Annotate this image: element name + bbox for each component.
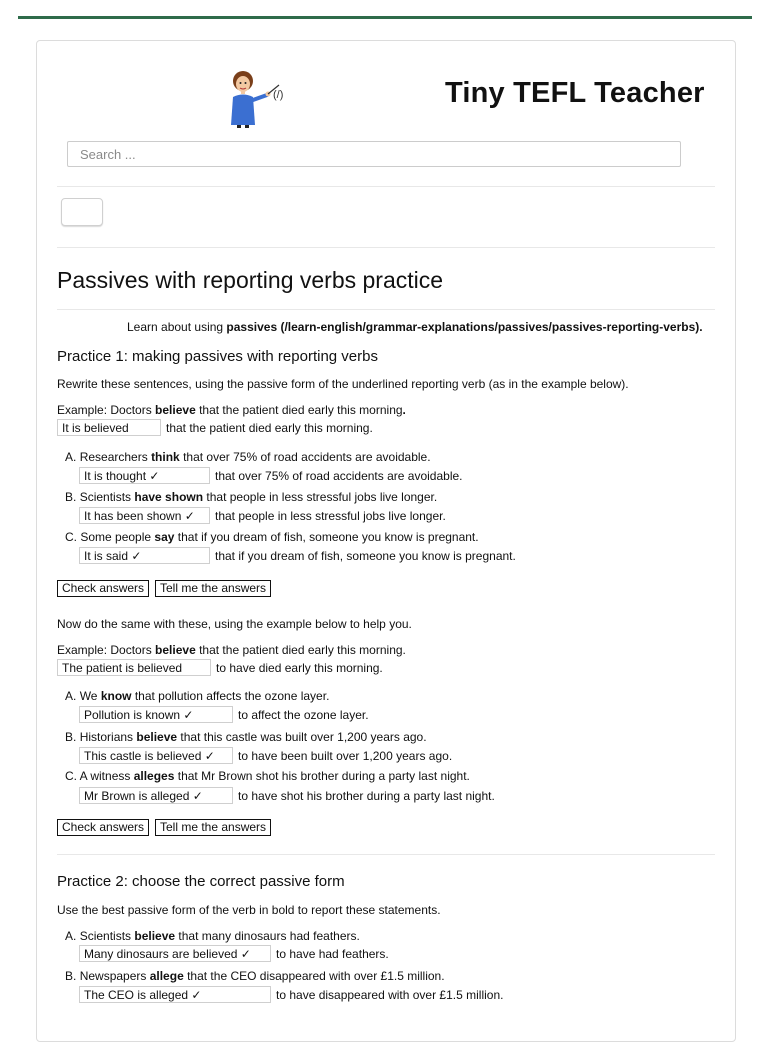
answer2-field-a[interactable]: Pollution is known ✓ — [79, 706, 233, 723]
divider — [57, 247, 715, 248]
site-title[interactable]: Tiny TEFL Teacher — [445, 77, 705, 109]
answer2-row-c: Mr Brown is alleged ✓ to have shot his brother during a party last night. — [79, 787, 495, 804]
top-accent-bar — [18, 16, 752, 19]
question-a: A. Researchers think that over 75% of road accidents are avoidable. — [65, 450, 431, 464]
check-answers-button-2[interactable]: Check answers — [57, 819, 149, 836]
practice2-heading: Practice 2: choose the correct passive form — [57, 873, 345, 890]
part2-instruction: Now do the same with these, using the example below to help you. — [57, 617, 412, 631]
p2-answer-row-b: The CEO is alleged ✓ to have disappeared with over £1.5 million. — [79, 986, 503, 1003]
learn-more-line — [127, 320, 703, 334]
example-answer-field[interactable]: It is believed — [57, 419, 161, 436]
check-answers-button[interactable]: Check answers — [57, 580, 149, 597]
example-sentence: Example: Doctors believe that the patient died early this morning. — [57, 403, 406, 417]
question-c: C. Some people say that if you dream of fish, someone you know is pregnant. — [65, 530, 479, 544]
p2-answer-row-a: Many dinosaurs are believed ✓ to have had feathers. — [79, 945, 389, 962]
example2-answer-field[interactable]: The patient is believed — [57, 659, 211, 676]
learn-more-prefix: Learn about using — [127, 320, 227, 334]
content-card — [36, 40, 736, 1042]
practice2-instruction: Use the best passive form of the verb in bold to report these statements. — [57, 903, 441, 917]
answer2-field-b[interactable]: This castle is believed ✓ — [79, 747, 233, 764]
practice1-heading: Practice 1: making passives with reporting verbs — [57, 348, 378, 365]
answer-row-a: It is thought ✓ that over 75% of road accidents are avoidable. — [79, 467, 463, 484]
divider — [57, 186, 715, 187]
search-input[interactable] — [67, 141, 681, 167]
answer-row-c: It is said ✓ that if you dream of fish, someone you know is pregnant. — [79, 547, 516, 564]
answer-field-a[interactable]: It is thought ✓ — [79, 467, 210, 484]
site-header — [37, 41, 735, 131]
answer-row-b: It has been shown ✓ that people in less stressful jobs live longer. — [79, 507, 446, 524]
example2-sentence: Example: Doctors believe that the patient died early this morning. — [57, 643, 406, 657]
p2-question-b: B. Newspapers allege that the CEO disappeared with over £1.5 million. — [65, 969, 445, 983]
tell-answers-button-2[interactable]: Tell me the answers — [155, 819, 271, 836]
answer-field-b[interactable]: It has been shown ✓ — [79, 507, 210, 524]
logo-caption: (/) — [273, 89, 284, 101]
answer2-row-b: This castle is believed ✓ to have been built over 1,200 years ago. — [79, 747, 452, 764]
tell-answers-button[interactable]: Tell me the answers — [155, 580, 271, 597]
answer-field-c[interactable]: It is said ✓ — [79, 547, 210, 564]
answer2-row-a: Pollution is known ✓ to affect the ozone layer. — [79, 706, 369, 723]
example-answer-row: It is believed that the patient died early this morning. — [57, 419, 373, 436]
p2-answer-field-a[interactable]: Many dinosaurs are believed ✓ — [79, 945, 271, 962]
divider — [57, 309, 715, 310]
example2-answer-row: The patient is believed to have died early this morning. — [57, 659, 383, 676]
menu-toggle-button[interactable] — [61, 198, 103, 226]
divider — [57, 854, 715, 855]
answer2-field-c[interactable]: Mr Brown is alleged ✓ — [79, 787, 233, 804]
p2-question-a: A. Scientists believe that many dinosaurs had feathers. — [65, 929, 360, 943]
question-b: B. Scientists have shown that people in less stressful jobs live longer. — [65, 490, 438, 504]
page-title: Passives with reporting verbs practice — [57, 267, 444, 293]
p2-answer-field-b[interactable]: The CEO is alleged ✓ — [79, 986, 271, 1003]
question2-c: C. A witness alleges that Mr Brown shot his brother during a party last night. — [65, 769, 470, 783]
practice1-instruction: Rewrite these sentences, using the passive form of the underlined reporting verb (as in the example below). — [57, 377, 629, 391]
passives-link[interactable]: passives (/learn-english/grammar-explanations/passives/passives-reporting-verbs). — [226, 320, 703, 334]
question2-a: A. We know that pollution affects the ozone layer. — [65, 689, 330, 703]
question2-b: B. Historians believe that this castle was built over 1,200 years ago. — [65, 730, 427, 744]
